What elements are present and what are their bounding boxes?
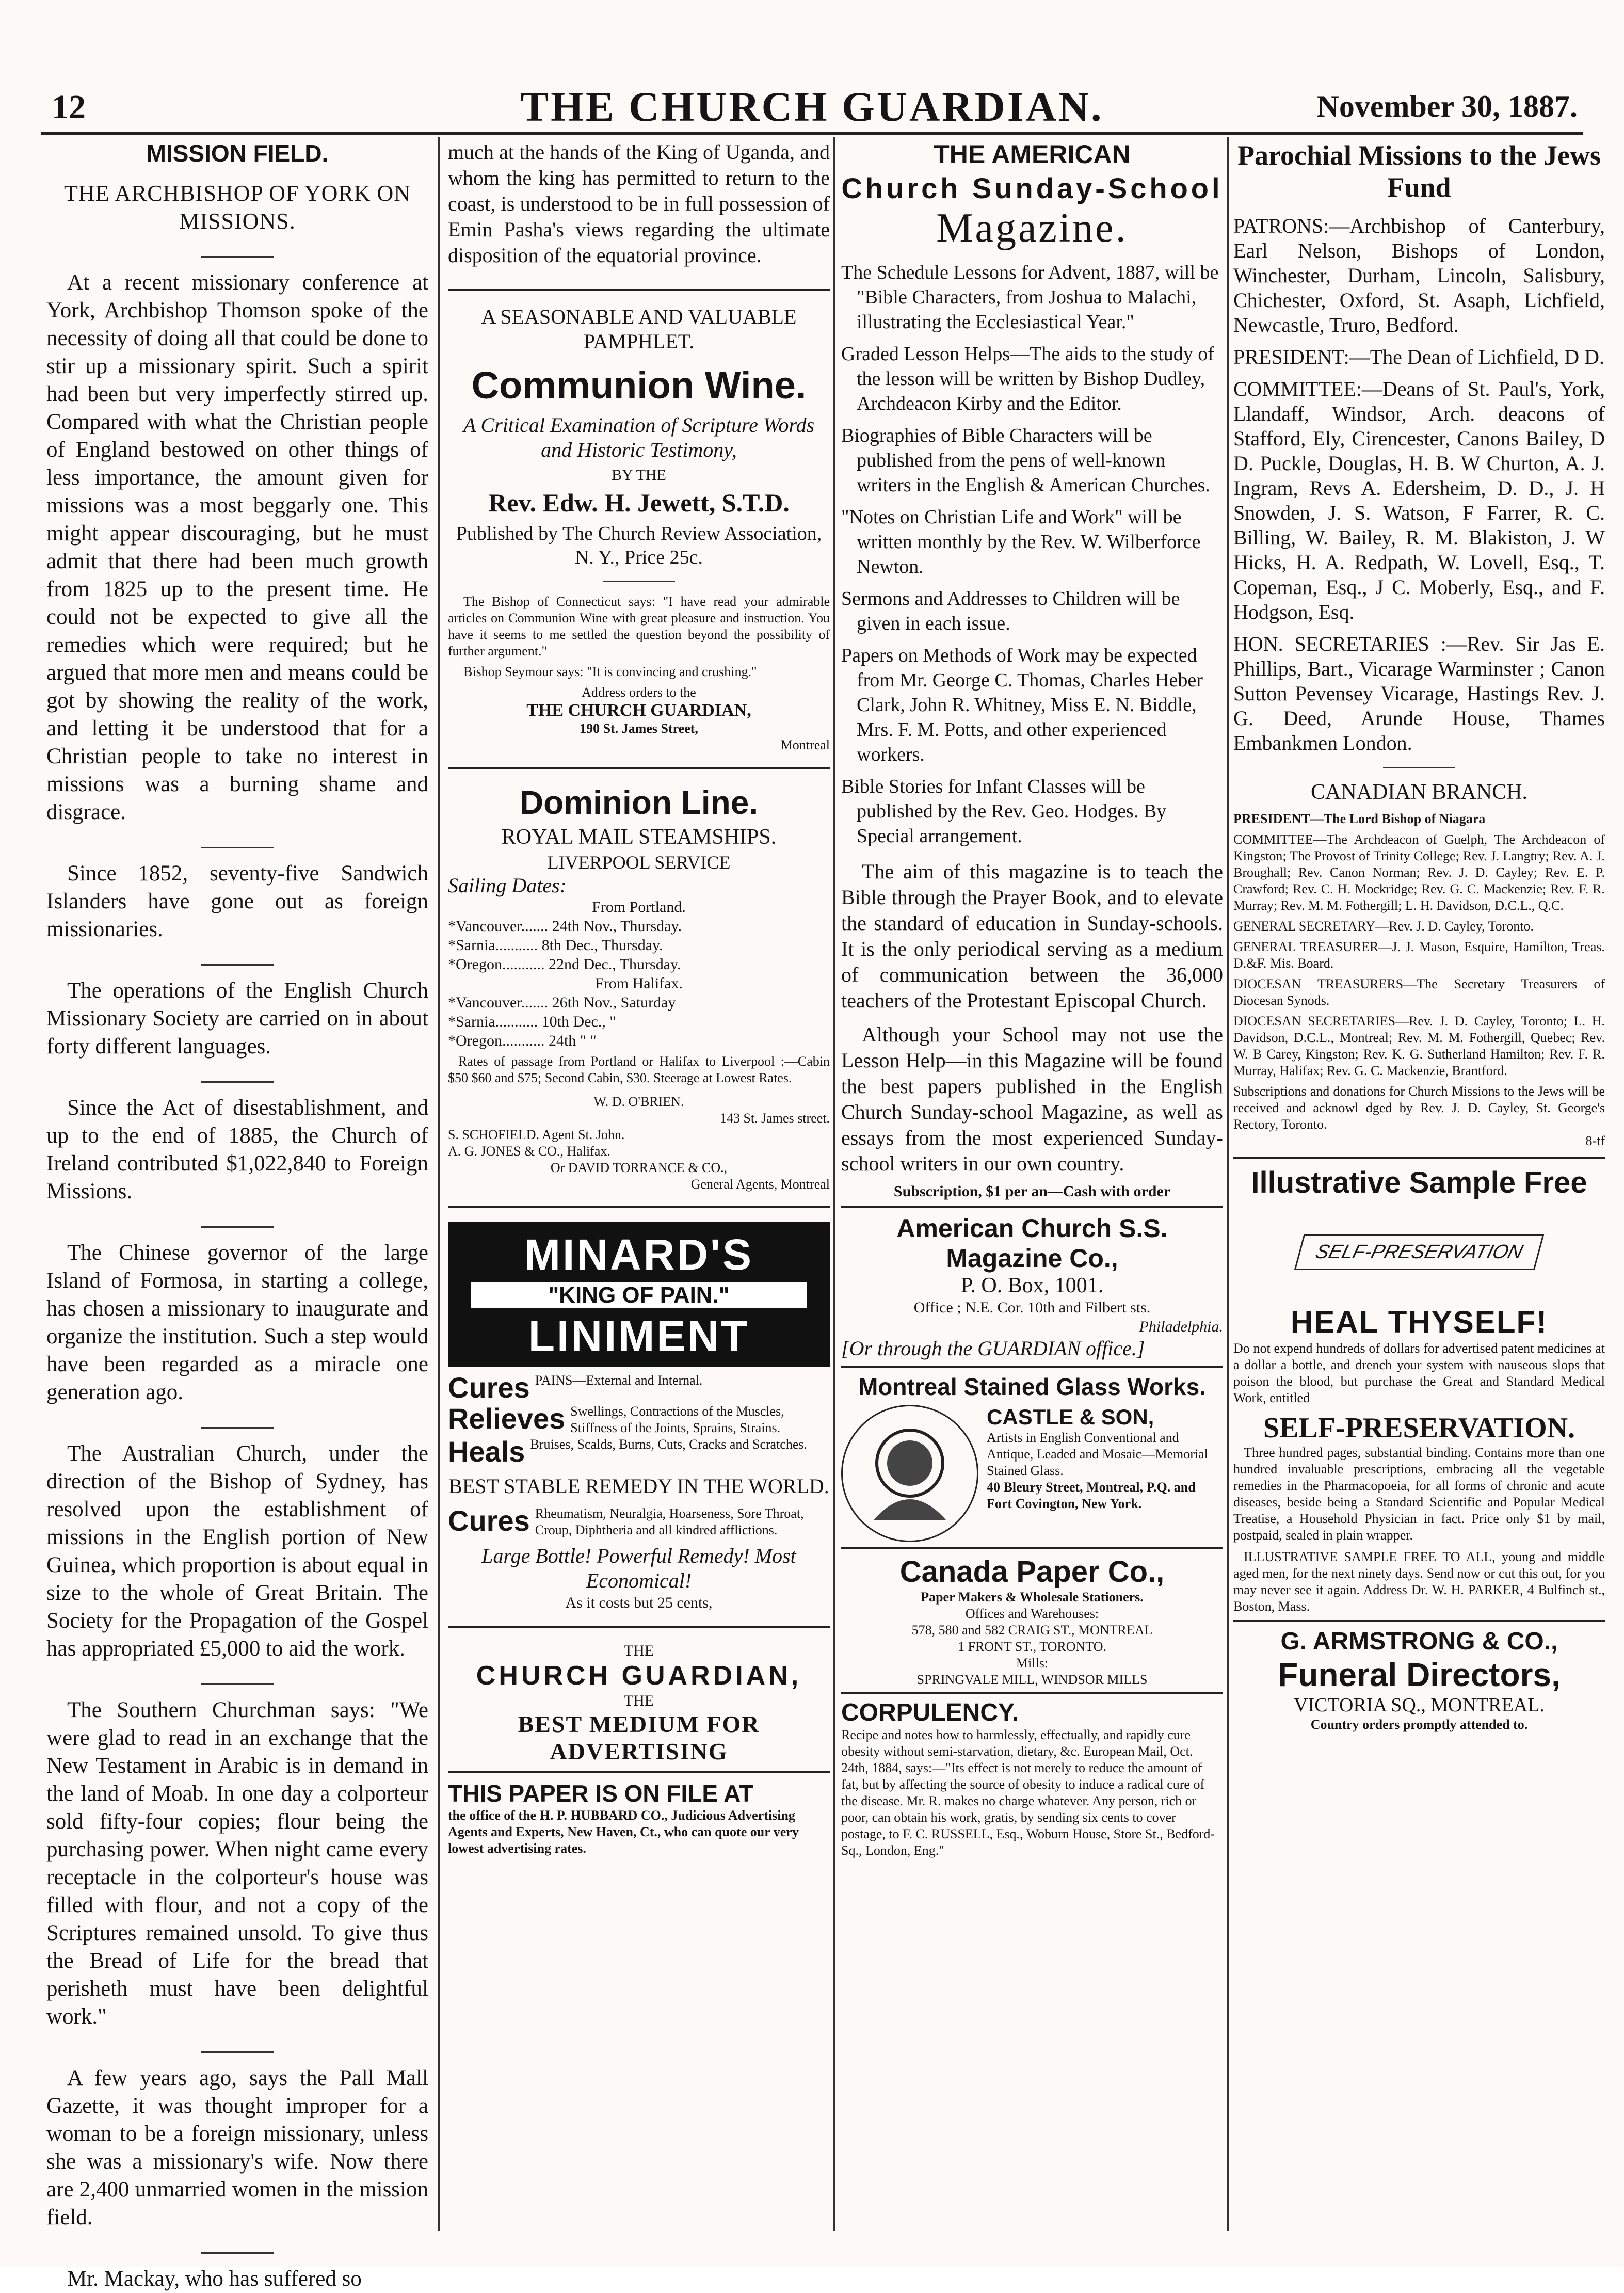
ad-by: BY THE bbox=[612, 467, 666, 484]
column-jews-fund bbox=[1233, 139, 1605, 2225]
ad-quote: The Bishop of Connecticut says: "I have read your admirable articles on Communion Wine with great pleasure and instruction. You have it seems to me settled the question beyond the possibility of further argument." bbox=[448, 594, 830, 659]
rule bbox=[448, 1626, 830, 1628]
ad-kicker: A SEASONABLE AND VALUABLE PAMPHLET. bbox=[481, 305, 797, 353]
armstrong-address: VICTORIA SQ., MONTREAL. bbox=[1294, 1694, 1545, 1716]
agent: Or DAVID TORRANCE & CO., bbox=[550, 1160, 728, 1175]
dominion-line-ad bbox=[448, 782, 830, 1193]
sailing-row: *Vancouver....... 24th Nov., Thursday. bbox=[448, 918, 682, 935]
header-rule bbox=[41, 132, 1583, 135]
section-heading: Church Sunday-School bbox=[841, 172, 1223, 204]
branch-diocesan-secretaries: DIOCESAN SECRETARIES—Rev. J. D. Cayley, Toronto; L. H. Davidson, D.C.L., Montreal; Rev. M. M. Fothergill, Quebec; Rev. W. B Carey, Kingston; Rev. K. G. Sutherland Hamilton; Rev. F. R. Murray, Halifax; Rev. G. C. Mackenzie, Brantford. bbox=[1233, 1014, 1605, 1078]
branch-general-secretary: GENERAL SECRETARY—Rev. J. D. Cayley, Toronto. bbox=[1233, 919, 1534, 934]
order-note: [Or through the GUARDIAN office.] bbox=[841, 1337, 1145, 1360]
large-bottle: Large Bottle! Powerful Remedy! Most Economical! bbox=[481, 1544, 796, 1592]
column-sunday-school bbox=[841, 139, 1223, 2225]
ad-subtitle: ROYAL MAIL STEAMSHIPS. bbox=[501, 825, 777, 849]
rule bbox=[1233, 1620, 1605, 1622]
company-name: American Church S.S. Magazine Co., bbox=[896, 1214, 1168, 1273]
rule bbox=[1383, 767, 1455, 768]
claim-text: Swellings, Contractions of the Muscles, Stiffness of the Joints, Sprains, Strains. bbox=[570, 1404, 784, 1435]
rule bbox=[448, 767, 830, 769]
sailing-heading: Sailing Dates: bbox=[448, 874, 567, 897]
castle-ad bbox=[841, 1405, 1223, 1542]
ad-org: THE CHURCH GUARDIAN, bbox=[526, 701, 751, 720]
heal-heading: HEAL THYSELF! bbox=[1290, 1305, 1548, 1339]
paragraph: much at the hands of the King of Uganda, and whom the king has permitted to return to the coast, is understood to be in full possession of Emin Pasha's views regarding the ultimate disposition of the equatorial province. bbox=[448, 140, 830, 267]
glass-heading: Montreal Stained Glass Works. bbox=[858, 1373, 1206, 1400]
subscription: Subscription, $1 per an—Cash with order bbox=[893, 1183, 1171, 1200]
mills-text: SPRINGVALE MILL, WINDSOR MILLS bbox=[916, 1672, 1148, 1687]
agent: W. D. O'BRIEN. bbox=[593, 1094, 684, 1109]
claim-row bbox=[448, 1505, 830, 1538]
office-address: Office ; N.E. Cor. 10th and Filbert sts. bbox=[913, 1299, 1151, 1316]
paragraph: Since 1852, seventy-five Sandwich Islanders have gone out as foreign missionaries. bbox=[46, 861, 428, 941]
sp-heading: SELF-PRESERVATION. bbox=[1263, 1412, 1575, 1444]
guardian-the: THE bbox=[623, 1692, 654, 1709]
issue-date: November 30, 1887. bbox=[1316, 89, 1578, 123]
castle-address: 40 Bleury Street, Montreal, P.Q. and Fort Covington, New York. bbox=[987, 1480, 1196, 1511]
paragraph: The aim of this magazine is to teach the Bible through the Prayer Book, and to elevate the standard of education in Sunday-schools. It is the only periodical serving as a medium of communication between the 36,000 teachers of the Protestant Episcopal Church. bbox=[841, 860, 1223, 1012]
committee: COMMITTEE:—Deans of St. Paul's, York, Llandaff, Windsor, Arch. deacons of Stafford, Ely, Cirencester, Canons Bailey, D D. Puckle, Douglas, H. B. W Churton, A. J. Ingram, Revs A. Edersheim, D. D., J. H Snowden, J. S. Watson, F Farrer, R. C. Billing, W. Bailey, R. M. Blakiston, J. W Hicks, H. A. Redpath, W. Lovell, Esq., T. Copeman, Esq., J C. Moberly, Esq., and F. Hodgson, Esq. bbox=[1233, 377, 1605, 623]
mills-label: Mills: bbox=[1016, 1656, 1049, 1671]
page-header bbox=[31, 77, 1593, 134]
po-box: P. O. Box, 1001. bbox=[960, 1274, 1104, 1297]
rule bbox=[201, 2051, 274, 2053]
rule bbox=[448, 289, 830, 291]
claim-row bbox=[448, 1436, 830, 1467]
masthead: THE CHURCH GUARDIAN. bbox=[520, 83, 1104, 130]
paragraph: The Southern Churchman says: "We were glad to read in an exchange that the New Testament in Arabic is in demand in the land of Moab. In one day a colporteur sold fifty-four copies; flour being the purchasing power. When night came every receptacle in the colporteur's house was filled with flour, and not a copy of the Scriptures remained unsold. To give thus the Bread of Life for the bread that perisheth must have been delightful work." bbox=[46, 1698, 428, 2029]
rule bbox=[201, 2252, 274, 2254]
feature-item: Biographies of Bible Characters will be published from the pens of well-known writers in the English & American Churches. bbox=[841, 425, 1210, 496]
ad-orders: Address orders to the bbox=[582, 685, 696, 700]
rule bbox=[1233, 1157, 1605, 1159]
section-heading: THE AMERICAN bbox=[934, 140, 1131, 169]
branch-diocesan-treasurers: DIOCESAN TREASURERS—The Secretary Treasurers of Diocesan Synods. bbox=[1233, 976, 1605, 1008]
banner-mid: "KING OF PAIN." bbox=[471, 1282, 807, 1308]
paragraph: The Australian Church, under the direction of the Bishop of Sydney, has resolved upon the establishment of missions in the English portion of New Guinea, which proportion is about equal in size to the whole of Great Britain. The Society for the Propagation of the Gospel has appropriated £5,000 to aid the work. bbox=[46, 1441, 428, 1661]
canada-address: 578, 580 and 582 CRAIG ST., MONTREAL bbox=[911, 1623, 1153, 1638]
paragraph: Since the Act of disestablishment, and up to the end of 1885, the Church of Ireland contributed $1,022,840 to Foreign Missions. bbox=[46, 1096, 428, 1204]
ad-city: Montreal bbox=[780, 737, 830, 752]
rule bbox=[201, 1081, 274, 1083]
sailing-row: *Oregon........... 22nd Dec., Thursday. bbox=[448, 956, 681, 973]
hubbard-title: THIS PAPER IS ON FILE AT bbox=[448, 1780, 754, 1807]
claim-row bbox=[448, 1403, 830, 1436]
paragraph: The Chinese governor of the large Island of Formosa, in starting a college, has chosen a missionary to inaugurate and organize the institution. Such a step would have been regarded as a miracle one generation ago. bbox=[46, 1241, 428, 1404]
emblem-banner: SELF-PRESERVATION bbox=[1294, 1234, 1544, 1270]
magazine-features bbox=[841, 260, 1223, 848]
feature-item: Bible Stories for Infant Classes will be published by the Rev. Geo. Hodges. By Special arrangement. bbox=[841, 776, 1167, 847]
hubbard-text: the office of the H. P. HUBBARD CO., Judicious Advertising Agents and Experts, New Haven, Ct., who can quote our very lowest advertising rates. bbox=[448, 1808, 799, 1856]
sailing-row: *Sarnia........... 10th Dec., " bbox=[448, 1013, 616, 1030]
paragraph: The operations of the English Church Missionary Society are carried on in about forty different languages. bbox=[46, 979, 428, 1059]
rule bbox=[201, 1427, 274, 1429]
rule bbox=[841, 1366, 1223, 1368]
canada-name: Canada Paper Co., bbox=[899, 1555, 1165, 1589]
ad-author: Rev. Edw. H. Jewett, S.T.D. bbox=[488, 488, 790, 517]
feature-item: "Notes on Christian Life and Work" will be written monthly by the Rev. W. Wilberforce Newton. bbox=[841, 506, 1201, 578]
canada-offices: Offices and Warehouses: bbox=[965, 1606, 1099, 1621]
portrait-icon bbox=[841, 1405, 978, 1542]
branch-treasurer: GENERAL TREASURER—J. J. Mason, Esquire, Hamilton, Treas. D.&F. Mis. Board. bbox=[1233, 939, 1605, 971]
claim-word: Cures bbox=[448, 1371, 530, 1404]
minards-liniment-ad bbox=[448, 1222, 830, 1612]
guardian-ad bbox=[448, 1641, 830, 1765]
column-divider bbox=[833, 137, 835, 2231]
armstrong-note: Country orders promptly attended to. bbox=[1310, 1717, 1528, 1732]
ad-publisher: Published by The Church Review Association, N. Y., Price 25c. bbox=[456, 523, 822, 568]
hubbard-ad bbox=[448, 1779, 830, 1857]
section-heading: Parochial Missions to the Jews Fund bbox=[1237, 140, 1601, 203]
feature-item: Sermons and Addresses to Children will be given in each issue. bbox=[841, 588, 1180, 634]
agent: General Agents, Montreal bbox=[690, 1177, 830, 1192]
rule bbox=[201, 1683, 274, 1685]
agent: A. G. JONES & CO., Halifax. bbox=[448, 1144, 610, 1159]
secretaries: HON. SECRETARIES :—Rev. Sir Jas E. Phillips, Bart., Vicarage Warminster ; Canon Sutton Pevensey Vicarage, Hastings Rev. J. G. Deed, Arunde House, Thames Embankmen London. bbox=[1233, 632, 1605, 755]
column-divider bbox=[438, 137, 440, 2231]
section-heading: MISSION FIELD. bbox=[146, 140, 329, 167]
ad-title: Communion Wine. bbox=[471, 364, 807, 407]
castle-name: CASTLE & SON, bbox=[987, 1405, 1154, 1429]
rule bbox=[841, 1692, 1223, 1694]
feature-item: Graded Lesson Helps—The aids to the study of the lesson will be written by Bishop Dudley, Archdeacon Kirby and the Editor. bbox=[841, 343, 1214, 414]
rule bbox=[448, 1771, 830, 1773]
ad-address: 190 St. James Street, bbox=[580, 721, 698, 736]
rule bbox=[841, 1547, 1223, 1549]
guardian-best: BEST MEDIUM FOR ADVERTISING bbox=[518, 1711, 760, 1765]
president: PRESIDENT:—The Dean of Lichfield, D D. bbox=[1233, 345, 1604, 368]
ad-service: LIVERPOOL SERVICE bbox=[547, 852, 731, 873]
agent: 143 St. James street. bbox=[719, 1111, 830, 1126]
sample-text: ILLUSTRATIVE SAMPLE FREE TO ALL, young and middle aged men, for the next ninety days. Send now or cut this out, for you may never see it again. Address Dr. W. H. PARKER, 4 Bulfinch st., Boston, Mass. bbox=[1233, 1549, 1605, 1614]
illustrative-heading: Illustrative Sample Free bbox=[1251, 1166, 1587, 1199]
sailing-from: From Portland. bbox=[592, 899, 686, 916]
sp-text: Three hundred pages, substantial binding. Contains more than one hundred invaluable prescriptions, embracing all the vegetable remedies in the Pharmacopoeia, for all forms of chronic and acute diseases, beside being a Standard Scientific and Popular Medical Treatise, a Household Physician in fact. Price only $1 by mail, postpaid, sealed in plain wrapper. bbox=[1233, 1445, 1605, 1543]
pamphlet-ad bbox=[448, 304, 830, 753]
rule bbox=[448, 1206, 830, 1208]
column-divider bbox=[1227, 137, 1229, 2231]
castle-text: Artists in English Conventional and Antique, Leaded and Mosaic—Memorial Stained Glass. bbox=[987, 1430, 1208, 1478]
canada-address: 1 FRONT ST., TORONTO. bbox=[958, 1639, 1106, 1654]
banner-bottom: LINIMENT bbox=[528, 1312, 750, 1360]
rule bbox=[201, 256, 274, 258]
heal-text: Do not expend hundreds of dollars for advertised patent medicines at a dollar a bottle, and drench your system with nauseous slops that poison the blood, but purchase the Great and Standard Medical Work, entitled bbox=[1233, 1341, 1605, 1405]
agent: S. SCHOFIELD. Agent St. John. bbox=[448, 1127, 625, 1142]
page-number: 12 bbox=[52, 88, 86, 126]
rule bbox=[603, 581, 675, 582]
branch-code: 8-tf bbox=[1585, 1133, 1605, 1148]
office-city: Philadelphia. bbox=[1139, 1318, 1223, 1335]
rule bbox=[201, 847, 274, 848]
paragraph: A few years ago, says the Pall Mall Gazette, it was thought improper for a woman to be a foreign missionary, unless she was a missionary's wife. Now there are 2,400 unmarried women in the mission field. bbox=[46, 2066, 428, 2230]
guardian-name: CHURCH GUARDIAN, bbox=[476, 1661, 802, 1691]
armstrong-name: G. ARMSTRONG & CO., bbox=[1280, 1628, 1558, 1655]
rule bbox=[201, 964, 274, 966]
patrons: PATRONS:—Archbishop of Canterbury, Earl Nelson, Bishops of London, Winchester, Durham, Lincoln, Salisbury, Chichester, Oxford, St. Asaph, Lichfield, Newcastle, Truro, Bedford. bbox=[1233, 214, 1605, 336]
rates-text: Rates of passage from Portland or Halifax to Liverpool :—Cabin $50 $60 and $75; Second Cabin, $30. Steerage at Lowest Rates. bbox=[448, 1054, 830, 1085]
sailing-row: *Oregon........... 24th " " bbox=[448, 1032, 597, 1049]
rule bbox=[201, 1226, 274, 1228]
corpulency-title: CORPULENCY. bbox=[841, 1699, 1019, 1726]
liniment-banner bbox=[448, 1222, 830, 1367]
column-advertisements bbox=[448, 139, 830, 2225]
claim-text: PAINS—External and Internal. bbox=[535, 1373, 703, 1388]
banner-top: MINARD'S bbox=[524, 1230, 753, 1279]
best-remedy: BEST STABLE REMEDY IN THE WORLD. bbox=[448, 1474, 829, 1498]
paragraph: At a recent missionary conference at York, Archbishop Thomson spoke of the necessity of doing all that could be done to stir up a missionary spirit. Such a spirit had been but very imperfectly stirred up. Compared with what the Christian people of England bestowed on other things of less importance, the amount given for missions was a most beggarly one. This might appear discouraging, but he must admit that there had been much growth from 1825 up to the present time. He could not be expected to give all the remedies which were required; but he argued that more men and means could be got by showing the reality of the work, and letting it be understood that for a Christian people to take no interest in missions was a burning shame and disgrace. bbox=[46, 270, 428, 824]
column-mission-field bbox=[46, 139, 428, 2291]
funeral-directors: Funeral Directors, bbox=[1278, 1656, 1561, 1693]
claim-word: Cures bbox=[448, 1504, 530, 1537]
claim-text: Bruises, Scalds, Burns, Cuts, Cracks and Scratches. bbox=[530, 1437, 807, 1452]
sailing-from: From Halifax. bbox=[595, 975, 683, 992]
canada-sub: Paper Makers & Wholesale Stationers. bbox=[921, 1590, 1144, 1605]
guardian-the: THE bbox=[623, 1642, 654, 1659]
branch-president: PRESIDENT—The Lord Bishop of Niagara bbox=[1233, 811, 1486, 826]
self-preservation-emblem bbox=[1233, 1203, 1605, 1301]
feature-item: The Schedule Lessons for Advent, 1887, will be "Bible Characters, from Joshua to Malachi, illustrating the Ecclesiastical Year." bbox=[841, 262, 1219, 333]
ad-quote: Bishop Seymour says: "It is convincing and crushing." bbox=[463, 664, 757, 679]
claim-row bbox=[448, 1372, 830, 1403]
section-heading: Magazine. bbox=[936, 205, 1128, 251]
claim-word: Relieves bbox=[448, 1402, 566, 1435]
sailing-row: *Vancouver....... 26th Nov., Saturday bbox=[448, 994, 676, 1011]
sailing-row: *Sarnia........... 8th Dec., Thursday. bbox=[448, 937, 663, 954]
ad-description: A Critical Examination of Scripture Words and Historic Testimony, bbox=[463, 413, 815, 461]
branch-committee: COMMITTEE—The Archdeacon of Guelph, The Archdeacon of Kingston; The Provost of Trinity College; Rev. J. Langtry; Rev. A. J. Broughall; Rev. Canon Norman; Rev. J. D. Cayley; Rev. E. P. Crawford; Rev. C. H. Mockridge; Rev. G. C. Mackenzie; Rev. F. R. Murray; Rev. M. M. Fothergill; L. H. Davidson, D.C.L., Q.C. bbox=[1233, 832, 1605, 913]
branch-heading: CANADIAN BRANCH. bbox=[1310, 780, 1528, 804]
cost: As it costs but 25 cents, bbox=[565, 1594, 713, 1611]
article-subheading: THE ARCHBISHOP OF YORK ON MISSIONS. bbox=[63, 181, 411, 234]
branch-subscriptions: Subscriptions and donations for Church Missions to the Jews will be received and acknowl dged by Rev. J. D. Cayley, St. George's Rectory, Toronto. bbox=[1233, 1084, 1605, 1132]
ad-title: Dominion Line. bbox=[519, 784, 759, 821]
rule bbox=[841, 1206, 1223, 1208]
paragraph: Mr. Mackay, who has suffered so bbox=[67, 2267, 362, 2291]
corpulency-text: Recipe and notes how to harmlessly, effectually, and rapidly cure obesity without semi-starvation, dietary, &c. European Mail, Oct. 24th, 1884, says:—"Its effect is not merely to reduce the amount of fat, but by affecting the source of obesity to induce a radical cure of the disease. Mr. R. makes no charge whatever. Any person, rich or poor, can obtain his work, gratis, by sending six cents to cover postage, to F. C. RUSSELL, Esq., Woburn House, Store St., Bedford-Sq., London, Eng." bbox=[841, 1727, 1215, 1858]
paragraph: Although your School may not use the Lesson Help—in this Magazine will be found the best papers published in the English Church Sunday-school Magazine, as well as essays from the most experienced Sunday-school writers in our own country. bbox=[841, 1023, 1223, 1175]
claim-text: Rheumatism, Neuralgia, Hoarseness, Sore Throat, Croup, Diphtheria and all kindred afflictions. bbox=[535, 1506, 804, 1537]
feature-item: Papers on Methods of Work may be expected from Mr. George C. Thomas, Charles Heber Clark, John R. Whitney, Miss E. N. Biddle, Mrs. F. M. Potts, and other experienced workers. bbox=[841, 645, 1203, 765]
claim-word: Heals bbox=[448, 1435, 525, 1468]
